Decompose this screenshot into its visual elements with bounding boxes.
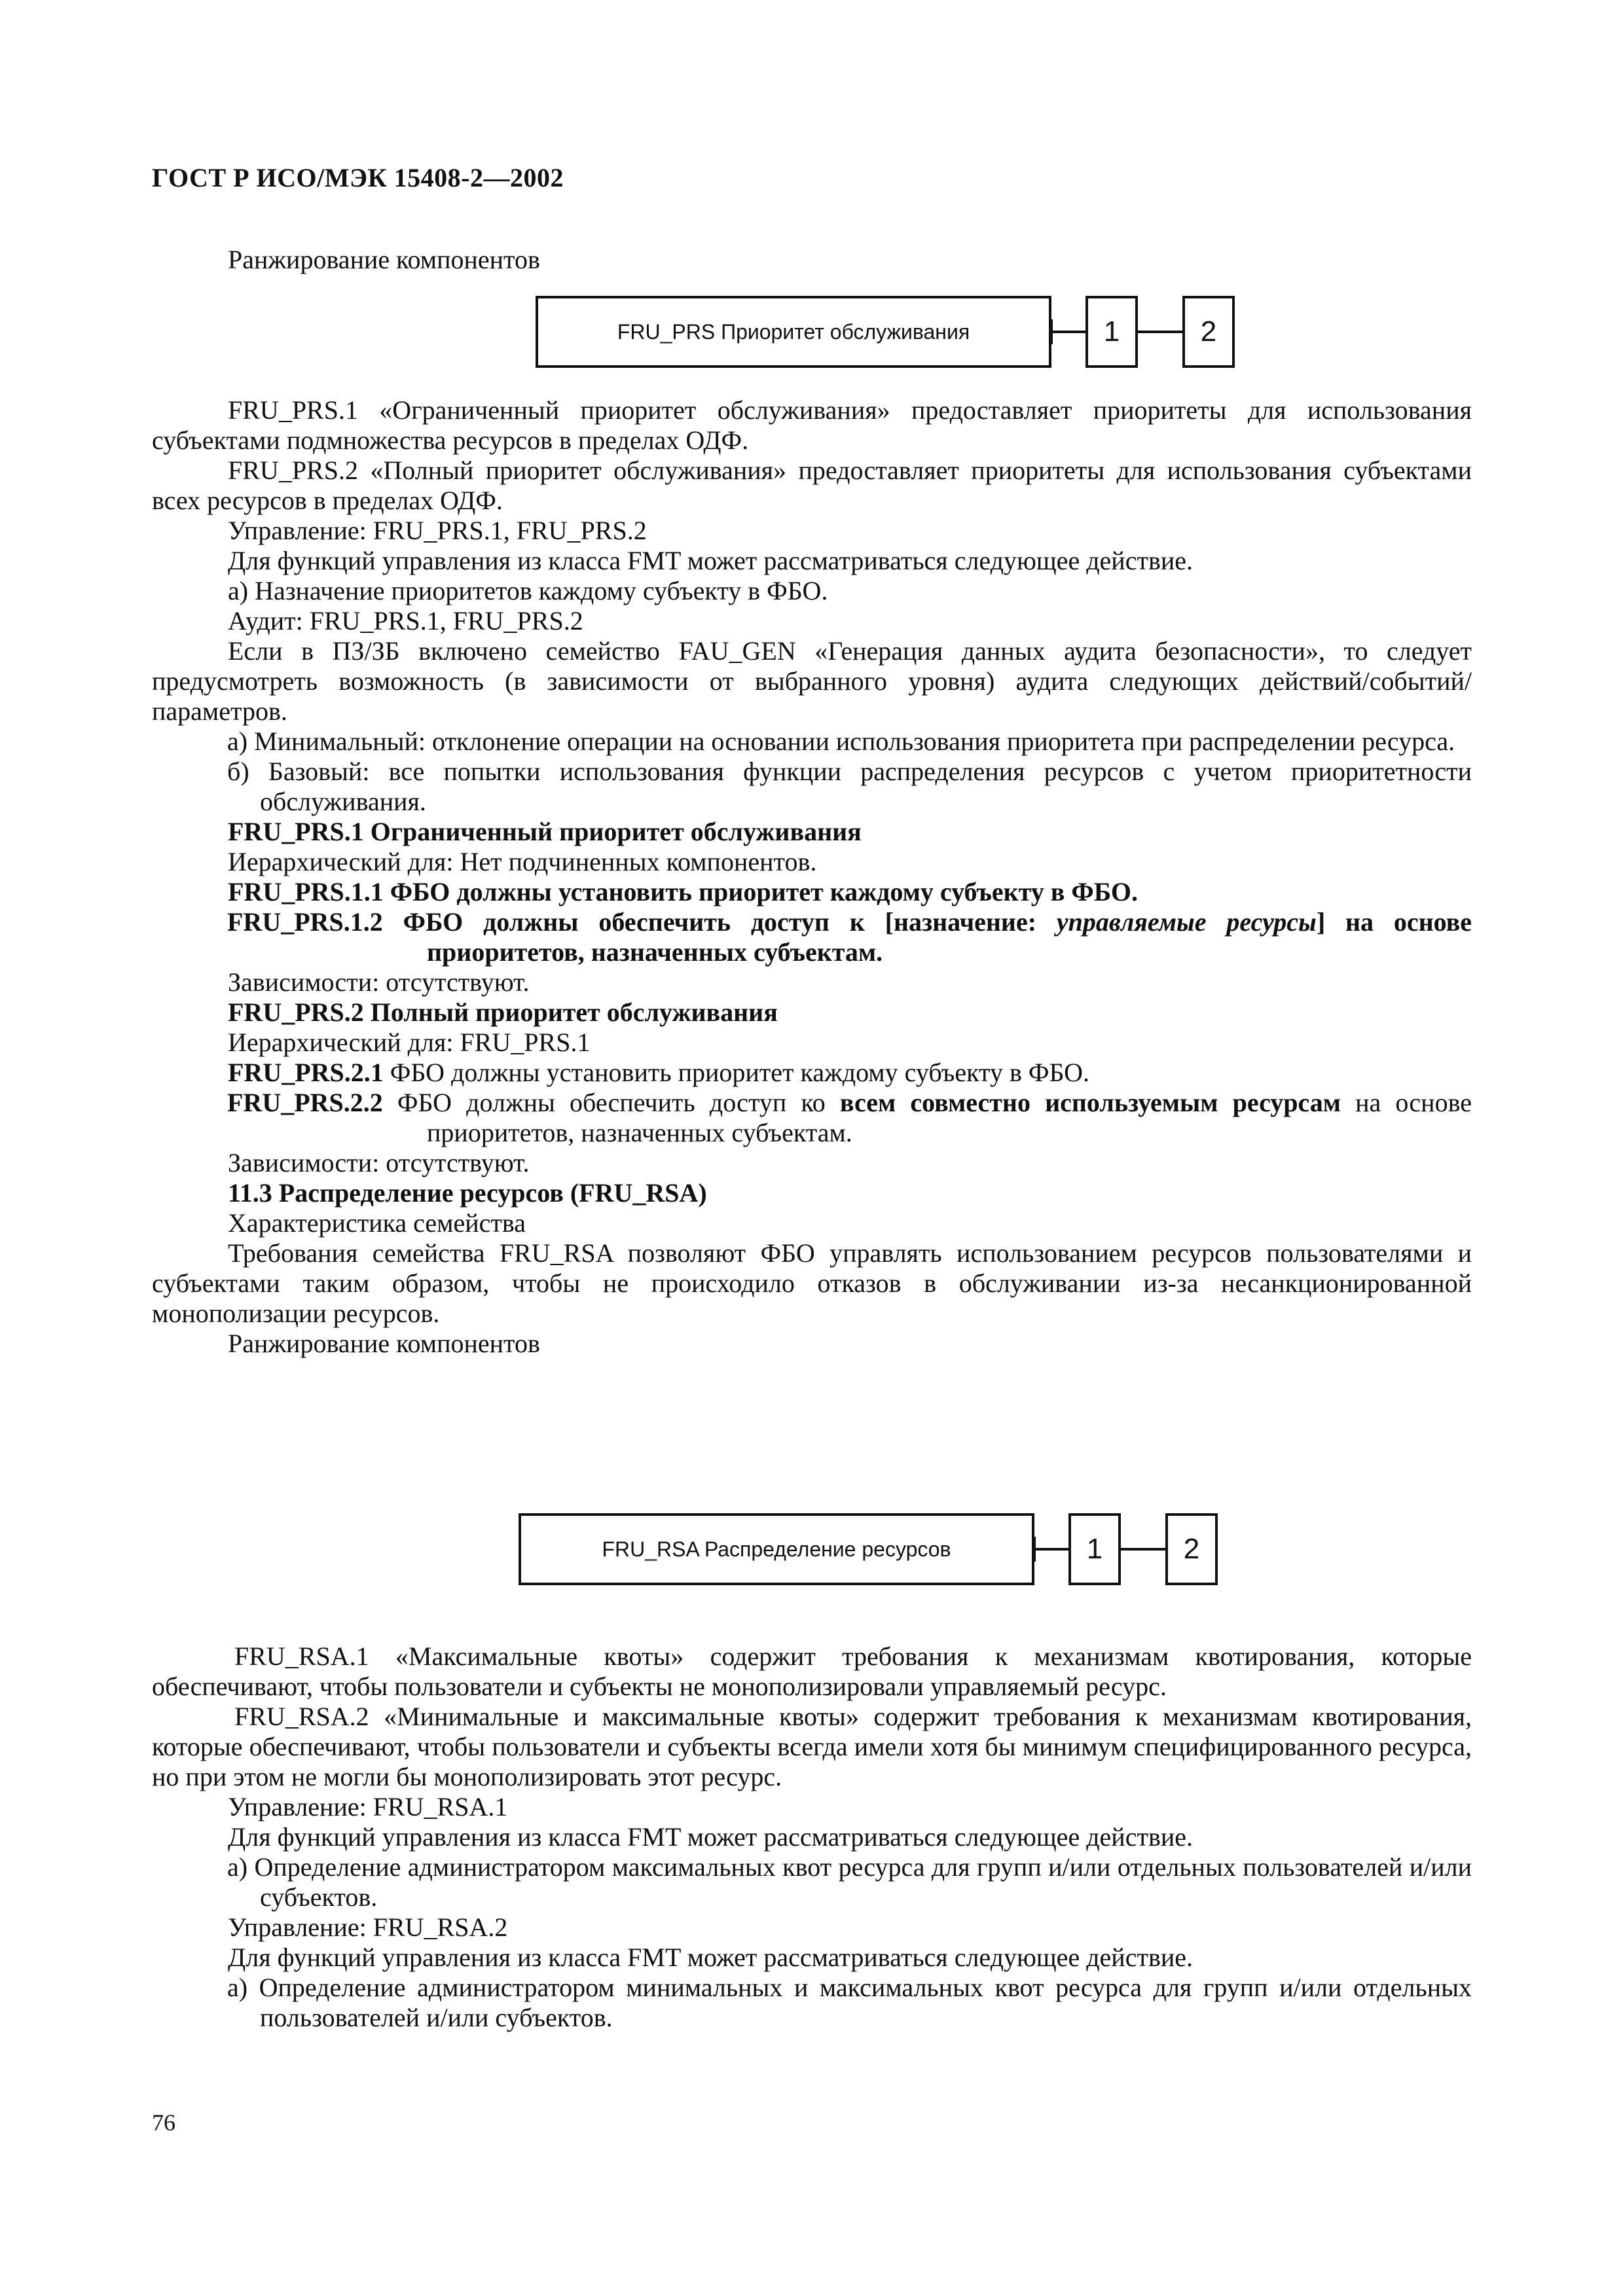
paragraph: Для функций управления из класса FMT может рассматриваться следующее действие. xyxy=(228,1822,1193,1852)
paragraph: FRU_RSA.1 «Максимальные квоты» содержит требования к механизмам квотирования, которые обеспечивают, чтобы пользователи и субъекты не монополизировали управляемый ресурс. xyxy=(152,1641,1472,1701)
paragraph: Аудит: FRU_PRS.1, FRU_PRS.2 xyxy=(228,606,583,636)
section-prs xyxy=(152,395,1472,1359)
element-text: ФБО должны установить приоритет каждому субъекту в ФБО. xyxy=(383,1058,1090,1087)
paragraph: Управление: FRU_RSA.2 xyxy=(228,1912,508,1942)
document-header: ГОСТ Р ИСО/МЭК 15408-2—2002 xyxy=(152,163,564,192)
component-element xyxy=(152,1088,1472,1148)
paragraph: Иерархический для: FRU_PRS.1 xyxy=(228,1028,591,1057)
element-text: ] на основе приоритетов, назначенных субъектам. xyxy=(427,907,1472,967)
component-element xyxy=(152,907,1472,967)
connector-line xyxy=(1121,1548,1167,1551)
element-id: FRU_PRS.2.1 xyxy=(228,1058,384,1087)
family-box: FRU_PRS Приоритет обслуживания xyxy=(536,296,1051,368)
element-text: FRU_PRS.1.2 ФБО должны обеспечить доступ к [назначение: xyxy=(227,907,1057,937)
paragraph: Зависимости: отсутствуют. xyxy=(228,967,530,997)
element-text: на основе приоритетов, назначенных субъектам. xyxy=(427,1088,1472,1147)
paragraph: Управление: FRU_RSA.1 xyxy=(228,1792,508,1821)
component-heading: FRU_PRS.1 Ограниченный приоритет обслуживания xyxy=(228,817,862,846)
paragraph: FRU_PRS.2 «Полный приоритет обслуживания» предоставляет приоритеты для использования субъектами всех ресурсов в пределах ОДФ. xyxy=(152,456,1472,515)
component-box-1: 1 xyxy=(1068,1513,1121,1585)
component-element: FRU_PRS.1.1 ФБО должны установить приоритет каждому субъекту в ФБО. xyxy=(228,877,1139,906)
family-box: FRU_RSA Распределение ресурсов xyxy=(519,1513,1034,1585)
paragraph: Управление: FRU_PRS.1, FRU_PRS.2 xyxy=(228,516,647,545)
component-element xyxy=(152,1058,1472,1088)
component-ranking-diagram-prs xyxy=(536,296,1236,368)
component-heading: FRU_PRS.2 Полный приоритет обслуживания xyxy=(228,997,778,1027)
connector-line xyxy=(1138,331,1184,333)
paragraph: Для функций управления из класса FMT может рассматриваться следующее действие. xyxy=(228,546,1193,575)
list-item: б) Базовый: все попытки использования функции распределения ресурсов с учетом приоритетности обслуживания. xyxy=(227,757,1472,816)
paragraph: Если в ПЗ/ЗБ включено семейство FAU_GEN «Генерация данных аудита безопасности», то следует предусмотреть возможность (в зависимости от выбранного уровня) аудита следующих действий/событий/параметров. xyxy=(152,636,1472,726)
section-intro xyxy=(152,245,1472,275)
paragraph: Зависимости: отсутствуют. xyxy=(228,1148,530,1177)
connector-tick xyxy=(1050,319,1053,344)
ranking-label: Ранжирование компонентов xyxy=(228,1329,540,1358)
element-emphasis: всем совместно используемым ресурсам xyxy=(839,1088,1341,1117)
section-rsa xyxy=(152,1641,1472,2033)
connector-tick xyxy=(1033,1537,1036,1562)
paragraph: Характеристика семейства xyxy=(228,1208,526,1238)
list-item: а) Определение администратором максимальных квот ресурса для групп и/или отдельных пользователей и/или субъектов. xyxy=(227,1852,1472,1912)
paragraph: FRU_PRS.1 «Ограниченный приоритет обслуживания» предоставляет приоритеты для использования субъектами подмножества ресурсов в пределах ОДФ. xyxy=(152,395,1472,455)
ranking-label: Ранжирование компонентов xyxy=(228,245,540,274)
page-number: 76 xyxy=(152,2109,175,2136)
component-box-1: 1 xyxy=(1085,296,1138,368)
element-id: FRU_PRS.2.2 xyxy=(227,1088,383,1117)
component-box-2: 2 xyxy=(1165,1513,1218,1585)
list-item: а) Назначение приоритетов каждому субъекту в ФБО. xyxy=(228,576,828,605)
section-heading: 11.3 Распределение ресурсов (FRU_RSA) xyxy=(228,1178,707,1208)
paragraph: Иерархический для: Нет подчиненных компонентов. xyxy=(228,847,817,876)
element-text: ФБО должны обеспечить доступ ко xyxy=(382,1088,840,1117)
element-assignment: управляемые ресурсы xyxy=(1056,907,1317,937)
paragraph: Требования семейства FRU_RSA позволяют ФБО управлять использованием ресурсов пользователями и субъектами таким образом, чтобы не происходило отказов в обслуживании из-за несанкционированной монополизации ресурсов. xyxy=(152,1238,1472,1328)
component-ranking-diagram-rsa xyxy=(519,1513,1219,1585)
paragraph: Для функций управления из класса FMT может рассматриваться следующее действие. xyxy=(228,1943,1193,1972)
list-item: а) Определение администратором минимальных и максимальных квот ресурса для групп и/или отдельных пользователей и/или субъектов. xyxy=(227,1973,1472,2032)
paragraph: FRU_RSA.2 «Минимальные и максимальные квоты» содержит требования к механизмам квотирования, которые обеспечивают, чтобы пользователи и субъекты всегда имели хотя бы минимум специфицированного ресурса, но при этом не могли бы монополизировать этот ресурс. xyxy=(152,1702,1472,1791)
component-box-2: 2 xyxy=(1182,296,1235,368)
list-item: а) Минимальный: отклонение операции на основании использования приоритета при распределении ресурса. xyxy=(227,726,1455,756)
